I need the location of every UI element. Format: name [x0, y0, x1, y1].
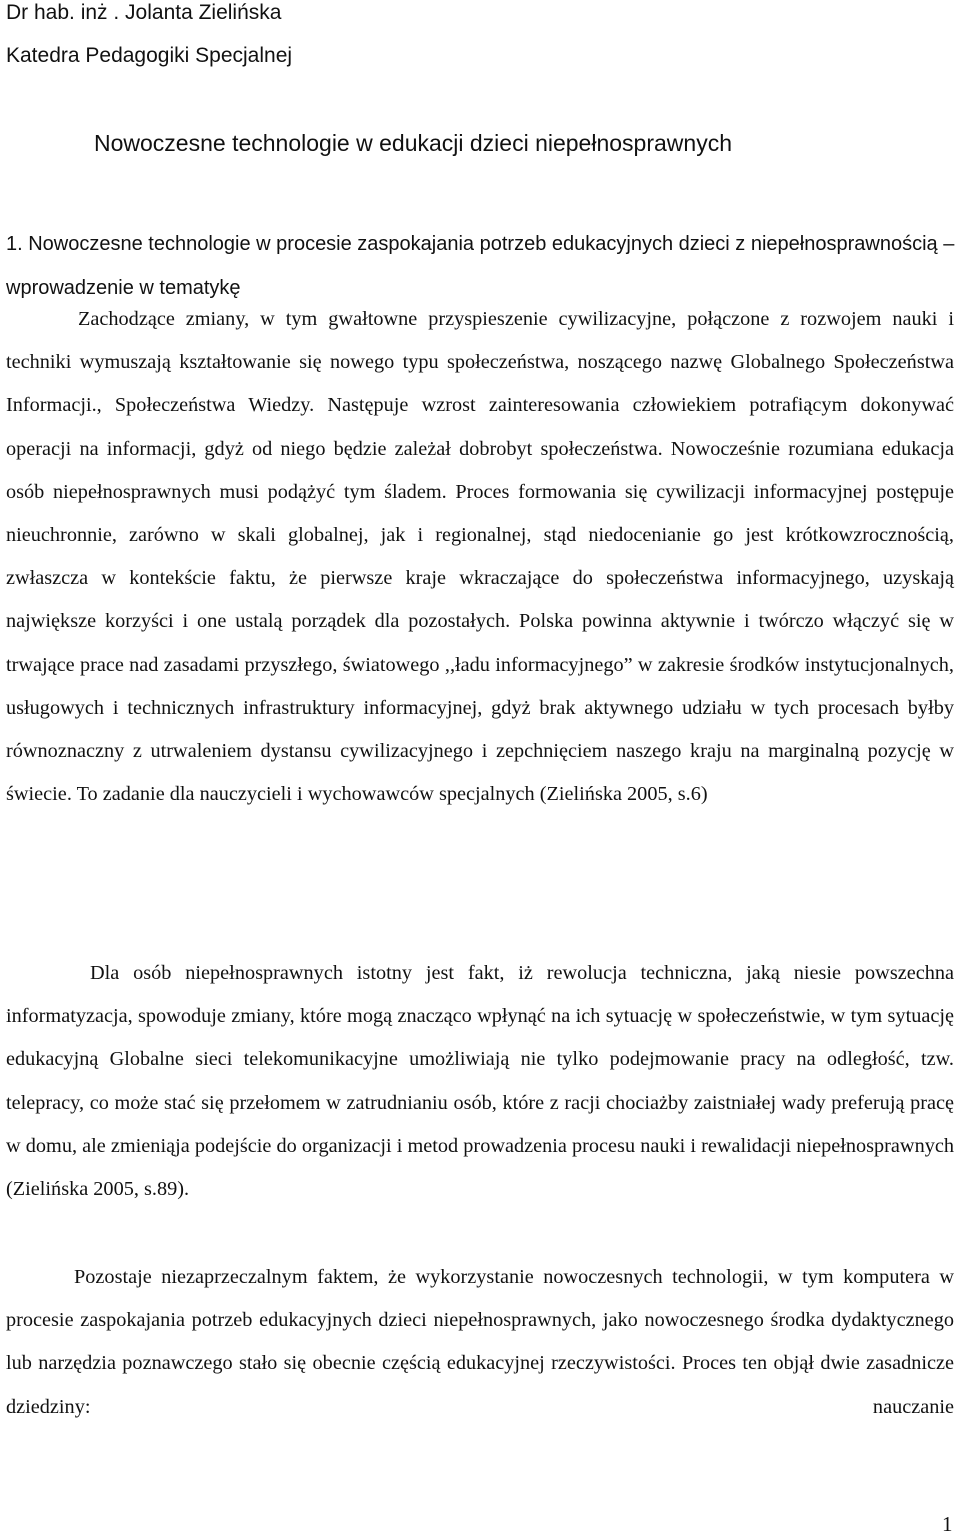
document-title: Nowoczesne technologie w edukacji dzieci niepełnosprawnych: [94, 130, 732, 156]
body-paragraph-2: Dla osób niepełnosprawnych istotny jest fakt, iż rewolucja techniczna, jaką niesie powszechna informatyzacja, spowoduje zmiany, które mogą znacząco wpłynąć na ich sytuację w społeczeństwie, w tym sytuację edukacyjną Globalne sieci telekomunikacyjne umożliwiają nie tylko podejmowanie pracy na odległość, tzw. telepracy, co może stać się przełomem w zatrudnianiu osób, które z racji chociażby zaistniałej wady preferują pracę w domu, ale zmieniąja podejście do organizacji i metod prowadzenia procesu nauki i rewalidacji niepełnosprawnych (Zielińska 2005, s.89).: [6, 962, 954, 1201]
page-number: 1: [942, 1512, 953, 1536]
section-heading: 1. Nowoczesne technologie w procesie zaspokajania potrzeb edukacyjnych dzieci z niepełnosprawnością – wprowadzenie w tematykę: [6, 233, 955, 299]
body-paragraph-3: Pozostaje niezaprzeczalnym faktem, że wykorzystanie nowoczesnych technologii, w tym komputera w procesie zaspokajania potrzeb edukacyjnych dzieci niepełnosprawnych, jako nowoczesnego środka dydaktycznego lub narzędzia poznawczego stało się obecnie częścią edukacyjnej rzeczywistości. Proces ten objął dwie zasadnicze dziedziny: nauczanie: [6, 1266, 954, 1418]
department-name: Katedra Pedagogiki Specjalnej: [6, 44, 293, 67]
author-name: Dr hab. inż . Jolanta Zielińska: [6, 1, 282, 24]
body-paragraph-1: Zachodzące zmiany, w tym gwałtowne przyspieszenie cywilizacyjne, połączone z rozwojem nauki i techniki wymuszają kształtowanie się nowego typu społeczeństwa, noszącego nazwę Globalnego Społeczeństwa Informacji., Społeczeństwa Wiedzy. Następuje wzrost zainteresowania człowiekiem potrafiącym dokonywać operacji na informacji, gdyż od niego będzie zależał dobrobyt społeczeństwa. Nowocześnie rozumiana edukacja osób niepełnosprawnych musi podążyć tym śladem. Proces formowania się cywilizacji informacyjnej postępuje nieuchronnie, zarówno w skali globalnej, jak i regionalnej, stąd niedocenianie go jest krótkowzrocznością, zwłaszcza w kontekście faktu, że pierwsze kraje wkraczające do społeczeństwa informacyjnego, uzyskają największe korzyści i one ustalą porządek dla pozostałych. Polska powinna aktywnie i twórczo włączyć się w trwające prace nad zasadami przyszłego, światowego ,,ładu informacyjnego” w zakresie środków instytucjonalnych, usługowych i technicznych infrastruktury informacyjnej, gdyż brak aktywnego udziału w tych procesach byłby równoznaczny z utrwaleniem dystansu cywilizacyjnego i zepchnięciem naszego kraju na marginalną pozycję w świecie. To zadanie dla nauczycieli i wychowawców specjalnych (Zielińska 2005, s.6): [6, 308, 954, 806]
